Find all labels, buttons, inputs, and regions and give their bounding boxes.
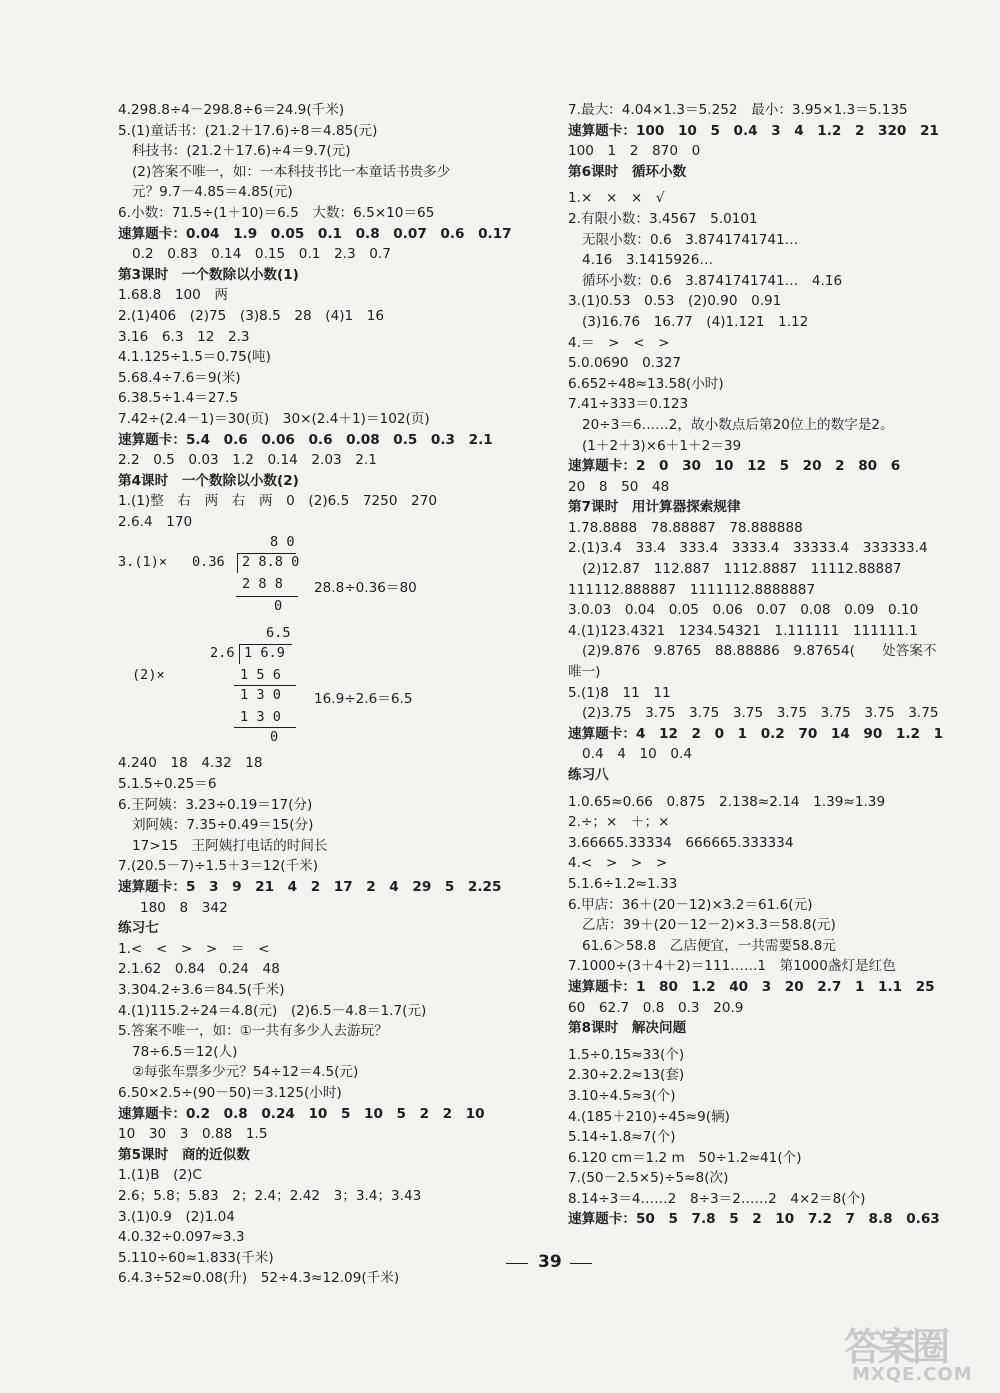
- answer-line: 7.(50－2.5×5)÷5≈8(次): [568, 1170, 729, 1187]
- answer-line: 1.5÷0.15≈33(个): [568, 1046, 685, 1063]
- answer-line: 4.< > > >: [568, 855, 668, 872]
- answer-line: 6.4.3÷52≈0.08(升) 52÷4.3≈12.09(千米): [118, 1270, 400, 1287]
- answer-line: 3.10÷4.5≈3(个): [568, 1087, 676, 1104]
- answer-line: 4.0.32÷0.097≈3.3: [118, 1229, 245, 1246]
- answer-line: 5.(1)童话书：(21.2＋17.6)÷8＝4.85(元): [118, 122, 378, 139]
- answer-line: 8.14÷3＝4……2 8÷3＝2……2 4×2＝8(个): [568, 1190, 866, 1207]
- right-column: [568, 100, 978, 1230]
- answer-line: 循环小数：0.6̇ 3.8741741741… 4.1̇6̇: [582, 272, 843, 289]
- answer-line: 2.1.62 0.84 0.24 48: [118, 961, 280, 978]
- answer-line: 3.0.03 0.04 0.05 0.06 0.07 0.08 0.09 0.10: [568, 602, 919, 619]
- quick-calc-line: 速算题卡：5.4 0.6 0.06 0.6 0.08 0.5 0.3 2.1: [118, 431, 493, 448]
- answer-line: 6.50×2.5÷(90－50)＝3.125(小时): [118, 1084, 342, 1101]
- answer-line: 4.(185＋210)÷45≈9(辆): [568, 1108, 730, 1125]
- left-text-block-1: [118, 100, 543, 532]
- quick-calc-line: 速算题卡：4 12 2 0 1 0.2 70 14 90 1.2 1: [568, 725, 944, 742]
- answer-line: (3)16.76̇ 16.77 (4)1.1̇21̇ 1.12: [582, 313, 809, 330]
- answer-line: 2.÷；× ＋；×: [568, 814, 670, 831]
- answer-line: 7.(20.5－7)÷1.5＋3＝12(千米): [118, 858, 319, 875]
- division-2-quotient: 6.5: [266, 625, 291, 642]
- answer-line: 无限小数：0.6̇ 3.8741741741…: [582, 231, 799, 248]
- answer-line: 3.304.2÷3.6＝84.5(千米): [118, 982, 285, 998]
- answer-line: 4.240 18 4.32 18: [118, 755, 263, 772]
- answer-line: 17>15 王阿姨打电话的时间长: [132, 837, 328, 854]
- answer-line: 7.41÷333＝0.1̇23̇: [568, 396, 689, 413]
- answer-line: 3.16 6.3 12 2.3: [118, 328, 250, 345]
- right-text-block: [568, 100, 978, 1230]
- division-2-label: (2)×: [132, 667, 165, 684]
- quick-calc-line: 速算题卡：1 80 1.2 40 3 20 2.7 1 1.1 25: [568, 978, 935, 995]
- answer-line: (2)答案不唯一，如：一本科技书比一本童话书贵多少: [132, 163, 451, 180]
- answer-line: (2)12.87 112.887 1112.8887 11112.88887: [582, 561, 902, 578]
- quick-calc-line: 速算题卡：50 5 7.8 5 2 10 7.2 7 8.8 0.63: [568, 1211, 940, 1228]
- answer-line: 1.(1)B (2)C: [118, 1167, 202, 1184]
- answer-line: 7.1000÷(3＋4＋2)＝111……1 第1000盏灯是红色: [568, 958, 896, 975]
- answer-line: 5.(1)8 11 11: [568, 684, 671, 701]
- section-heading: 第5课时 商的近似数: [118, 1146, 250, 1163]
- answer-line: 6.王阿姨：3.23÷0.19＝17(分): [118, 796, 313, 813]
- answer-line: 1.× × × √: [568, 190, 665, 207]
- watermark-text: 答案圈: [844, 1325, 947, 1369]
- division-2-step-2: 1 3 0: [240, 687, 281, 704]
- answer-line: 4.(1)115.2÷24＝4.8(元) (2)6.5－4.8＝1.7(元): [118, 1002, 427, 1019]
- answer-line: 0.4 4 10 0.4: [582, 746, 692, 763]
- long-division-2: [118, 621, 438, 771]
- division-1-divisor: 0.36: [192, 554, 225, 571]
- answer-line: 3.66665.33334 666665.333334: [568, 834, 794, 851]
- answer-line: 元？9.7－4.85＝4.85(元): [132, 184, 293, 201]
- left-column: [118, 100, 543, 1289]
- answer-line: 2.(1)3.4 33.4 333.4 3333.4 33333.4 333333.4: [568, 540, 928, 557]
- answer-line: 5.110÷60≈1.833(千米): [118, 1249, 274, 1266]
- answer-line: 2.(1)406 (2)75 (3)8.5 28 (4)1 16: [118, 307, 385, 324]
- section-heading: 第6课时 循环小数: [568, 163, 687, 180]
- answer-line: 100 1 2 870 0: [568, 143, 701, 160]
- section-heading: 第3课时 一个数除以小数(1): [118, 266, 299, 283]
- answer-line: 60 62.7 0.8 0.3 20.9: [568, 999, 744, 1016]
- answer-line: 4.＝ > < >: [568, 334, 670, 351]
- answer-line: 2.30÷2.2≈13(套): [568, 1067, 685, 1084]
- quick-calc-line: 速算题卡：100 10 5 0.4 3 4 1.2 2 320 21: [568, 122, 939, 139]
- answer-line: 刘阿姨：7.35÷0.49＝15(分): [132, 817, 314, 834]
- answer-line: 1.< < > > ＝ <: [118, 940, 270, 957]
- page-number: 39: [538, 1252, 562, 1272]
- section-heading: 练习七: [118, 920, 159, 937]
- answer-line: 1.68.8 100 两: [118, 287, 228, 304]
- answer-line: 5.答案不唯一，如：①一共有多少人去游玩？: [118, 1023, 388, 1040]
- answer-line: 5.1.5÷0.25＝6: [118, 776, 217, 793]
- answer-line: (2)3.75 3.75 3.75 3.75 3.75 3.75 3.75 3.75: [582, 705, 939, 722]
- section-heading: 第4课时 一个数除以小数(2): [118, 472, 299, 489]
- division-1-remainder: 0: [274, 598, 283, 615]
- division-2-result: 16.9÷2.6＝6.5: [314, 691, 413, 708]
- quick-calc-line: 速算题卡：5 3 9 21 4 2 17 2 4 29 5 2.25: [118, 879, 502, 896]
- page-footer: [0, 1252, 1000, 1274]
- watermark-url: MXQE.COM: [852, 1364, 973, 1385]
- quick-calc-line: 速算题卡：0.2 0.8 0.24 10 5 10 5 2 2 10: [118, 1105, 485, 1122]
- division-1-step: 2 8 8: [242, 576, 283, 593]
- answer-line: 20÷3＝6……2，故小数点后第20位上的数字是2。: [582, 416, 894, 433]
- answer-line: 2.6.4 170: [118, 513, 193, 530]
- division-2-remainder: 0: [270, 729, 279, 746]
- answer-line: 科技书：(21.2＋17.6)÷4＝9.7(元): [132, 143, 351, 160]
- answer-line: 4.298.8÷4－298.8÷6＝24.9(千米): [118, 102, 345, 118]
- answer-line: 6.38.5÷1.4＝27.5: [118, 390, 239, 407]
- division-2-divisor: 2.6: [210, 645, 235, 662]
- division-1-result: 28.8÷0.36＝80: [314, 580, 417, 597]
- watermark-logo: [842, 1316, 982, 1388]
- answer-line: 7.最大：4.04×1.3＝5.252 最小：3.95×1.3＝5.135: [568, 102, 908, 118]
- answer-line: 5.14÷1.8≈7(个): [568, 1129, 676, 1146]
- section-heading: 练习八: [568, 767, 609, 783]
- answer-line: 2.2 0.5 0.03 1.2 0.14 2.03 2.1: [118, 452, 377, 469]
- division-1-dividend: 2 8.8 0: [242, 554, 300, 571]
- answer-line: ②每张车票多少元？54÷12＝4.5(元): [132, 1064, 359, 1081]
- division-2-step-3: 1 3 0: [240, 709, 281, 726]
- answer-line: 0.2 0.83 0.14 0.15 0.1 2.3 0.7: [132, 246, 391, 263]
- answer-line: 10 30 3 0.88 1.5: [118, 1126, 268, 1143]
- answer-line: 111112.888887 1111112.8888887: [568, 581, 816, 598]
- answer-line: 180 8 342: [140, 899, 228, 916]
- answer-line: 4.1̇6̇ 3.1415926…: [582, 252, 713, 269]
- quick-calc-line: 速算题卡：2 0 30 10 12 5 20 2 80 6: [568, 458, 901, 475]
- answer-line: 5.68.4÷7.6＝9(米): [118, 369, 241, 386]
- answer-line: 5.0.069̇0̇ 0.32̇7̇: [568, 355, 682, 372]
- left-text-block-2: [118, 753, 543, 1288]
- answer-line: 5.1.6÷1.2≈1.33: [568, 875, 678, 892]
- answer-line: 2.6；5.8；5.83 2；2.4；2.42 3；3.4；3.43: [118, 1187, 422, 1204]
- answer-line: 6.甲店：36＋(20－12)×3.2＝61.6(元): [568, 896, 813, 913]
- answer-line: 6.120 cm＝1.2 m 50÷1.2≈41(个): [568, 1149, 802, 1166]
- answer-line: 20 8 50 48: [568, 478, 670, 495]
- answer-line: 2.有限小数：3.4567 5.0101: [568, 210, 758, 227]
- quick-calc-line: 速算题卡：0.04 1.9 0.05 0.1 0.8 0.07 0.6 0.17: [118, 225, 512, 242]
- answer-line: (2)9.876 9.8765 88.88886 9.87654( 处答案不: [582, 643, 937, 660]
- division-2-step-1: 1 5 6: [240, 667, 281, 684]
- division-1-label: 3.(1)×: [118, 554, 168, 571]
- answer-line: 7.42÷(2.4－1)＝30(页) 30×(2.4＋1)＝102(页): [118, 410, 430, 427]
- answer-line: 1.0.65≈0.66 0.875 2.138≈2.14 1.39≈1.39: [568, 793, 886, 810]
- answer-line: 1.(1)整 右 两 右 两 0 (2)6.5 7250 270: [118, 493, 438, 510]
- answer-line: 6.652÷48≈13.58(小时): [568, 375, 724, 392]
- answer-line: 6.小数：71.5÷(1＋10)＝6.5 大数：6.5×10＝65: [118, 204, 435, 221]
- division-1-quotient: 8 0: [270, 534, 295, 551]
- answer-line: 4.(1)123.4321 1234.54321 1.111111 111111.1: [568, 622, 918, 639]
- answer-line: 78÷6.5＝12(人): [132, 1043, 238, 1060]
- section-heading: 第7课时 用计算器探索规律: [568, 499, 741, 516]
- answer-line: 4.1.125÷1.5＝0.75(吨): [118, 349, 271, 366]
- section-heading: 第8课时 解决问题: [568, 1020, 687, 1037]
- answer-line: 3.(1)0.53̇ 0.53 (2)0.9̇0̇ 0.91: [568, 293, 782, 310]
- answer-line: 乙店：39＋(20－12－2)×3.3＝58.8(元): [582, 917, 836, 934]
- answer-line: 61.6＞58.8 乙店便宜，一共需要58.8元: [582, 937, 836, 954]
- division-2-dividend: 1 6.9: [244, 645, 285, 662]
- answer-line: 3.(1)0.9 (2)1.04: [118, 1208, 235, 1225]
- answer-line: 唯一): [568, 664, 601, 681]
- answer-line: (1＋2＋3)×6＋1＋2＝39: [582, 437, 742, 454]
- answer-line: 1.78.8888 78.88887 78.888888: [568, 519, 803, 536]
